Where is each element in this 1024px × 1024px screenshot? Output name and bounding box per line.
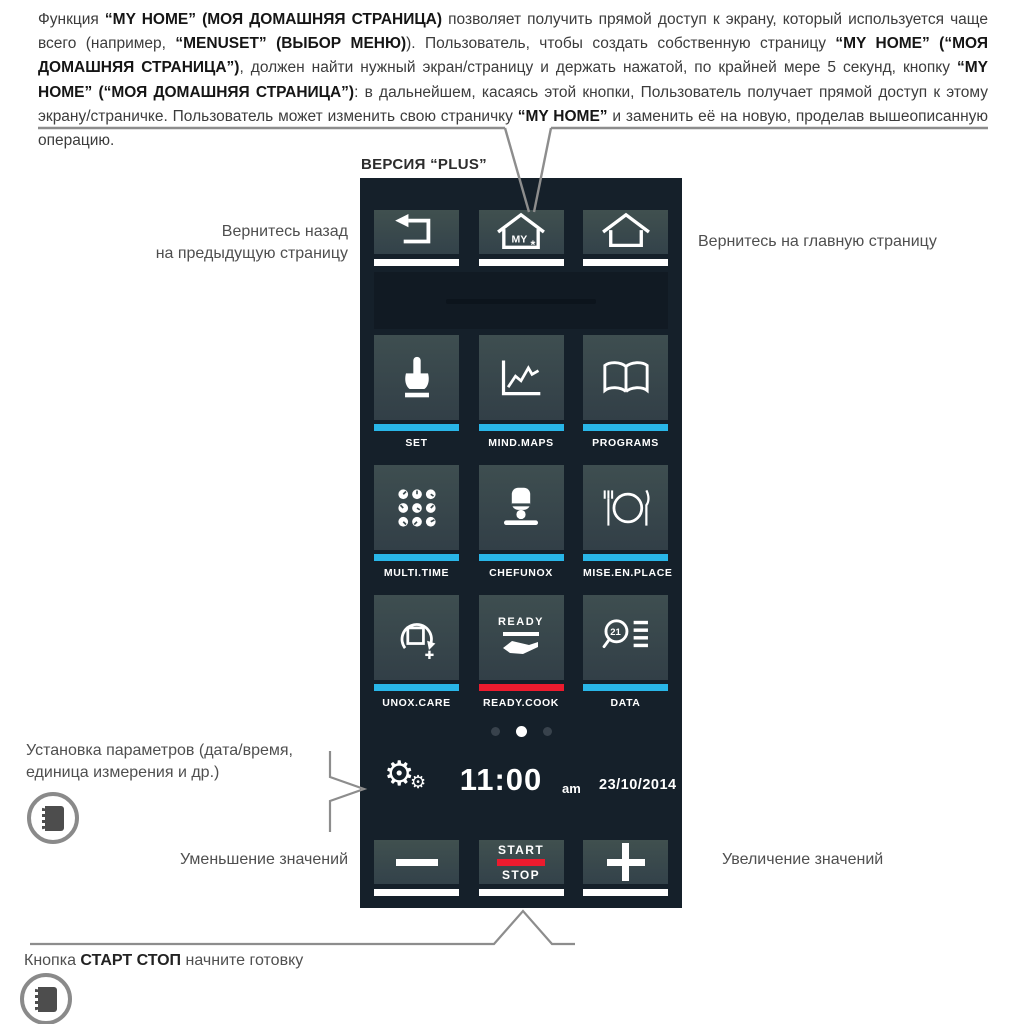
tile-ready-cook-surface[interactable]: [479, 595, 564, 680]
tile-set[interactable]: [374, 335, 459, 449]
tile-label: MISE.EN.PLACE: [583, 567, 673, 579]
start-stop-red-bar: [497, 859, 545, 866]
start-note-segment: СТАРТ СТОП: [80, 952, 182, 969]
my-star: *: [530, 238, 536, 253]
callout-increase: Увеличение значений: [722, 851, 884, 868]
button-underline: [374, 259, 459, 266]
home-button-surface[interactable]: [583, 210, 668, 254]
tile-label: MIND.MAPS: [488, 437, 554, 449]
tile-mind-maps-surface[interactable]: [479, 335, 564, 420]
intro-segment: “MY HOME”: [517, 107, 608, 125]
intro-paragraph: [38, 8, 988, 153]
grid-row: [374, 465, 673, 579]
top-nav-row: [374, 210, 668, 266]
search-digits: 21: [609, 626, 621, 638]
booklet-glyph: [35, 987, 57, 1012]
rotate-square-icon: [394, 615, 440, 661]
tile-label: CHEFUNOX: [489, 567, 553, 579]
tile-data[interactable]: [583, 595, 668, 709]
hand-press-icon: [394, 355, 440, 401]
my-home-icon: [494, 211, 548, 253]
intro-segment: “MENUSET” (ВЫБОР МЕНЮ): [175, 35, 407, 53]
tile-accent-bar: [374, 424, 459, 431]
plus-button-surface[interactable]: [583, 840, 668, 884]
tile-chefunox-surface[interactable]: [479, 465, 564, 550]
callout-back-line2: на предыдущую страницу: [155, 244, 348, 262]
back-button[interactable]: [374, 210, 459, 266]
tile-label: UNOX.CARE: [382, 697, 451, 709]
my-badge: MY: [511, 233, 528, 246]
minus-button-surface[interactable]: [374, 840, 459, 884]
tile-unox-care[interactable]: [374, 595, 459, 709]
callout-home: Вернитесь на главную страницу: [698, 233, 937, 250]
tile-label: DATA: [610, 697, 641, 709]
tile-label: READY.COOK: [482, 697, 559, 709]
home-icon: [599, 211, 653, 253]
callout-settings-line2: единица измерения и др.): [26, 763, 220, 781]
multi-clock-icon: [394, 486, 440, 530]
my-home-button-surface[interactable]: [479, 210, 564, 254]
callout-back-line1: Вернитесь назад: [221, 223, 348, 240]
intro-segment: : в дальнейшем, касаясь этой кнопки, Пользователь получает прямой доступ к этому экрану/страничке. Пользователь может изменить свою страничку: [38, 83, 989, 125]
intro-segment: , должен найти нужный экран/страницу и держать нажатой, по крайней мере 5 секунд, кнопку: [239, 59, 957, 77]
callout-decrease: Уменьшение значений: [179, 851, 348, 868]
grid-row: [374, 595, 668, 709]
plus-button[interactable]: [583, 840, 668, 896]
plus-icon: [607, 843, 645, 881]
settings-button[interactable]: [384, 754, 434, 804]
callout-back: [156, 221, 348, 264]
tile-accent-bar: [479, 424, 564, 431]
start-note-segment: Кнопка: [24, 952, 81, 969]
minus-button[interactable]: [374, 840, 459, 896]
bottom-nav-row: [374, 840, 668, 896]
callout-settings: [26, 740, 293, 783]
button-underline: [374, 889, 459, 896]
stop-label: STOP: [501, 867, 541, 882]
tile-multi-time-surface[interactable]: [374, 465, 459, 550]
tile-label: SET: [405, 437, 428, 449]
tile-ready-cook[interactable]: [479, 595, 564, 709]
tile-mise-en-place[interactable]: [583, 465, 673, 579]
tile-multi-time[interactable]: [374, 465, 459, 579]
page-dot-active[interactable]: [516, 726, 527, 737]
tile-programs-surface[interactable]: [583, 335, 668, 420]
button-underline: [479, 259, 564, 266]
start-stop-button[interactable]: [479, 840, 564, 896]
tile-accent-bar: [374, 554, 459, 561]
tile-label: PROGRAMS: [592, 437, 659, 449]
clock-date: 23/10/2014: [599, 777, 677, 793]
intro-segment: ). Пользователь, чтобы создать собственную страницу: [406, 35, 836, 53]
intro-segment: Функция: [38, 11, 105, 28]
clock-time: 11:00: [459, 762, 543, 797]
my-home-button[interactable]: [479, 210, 564, 266]
touchscreen-panel: [360, 178, 682, 908]
gear-icon: ⚙: [384, 754, 415, 794]
small-gear-icon: ⚙: [410, 772, 427, 793]
callout-settings-line1: Установка параметров (дата/время,: [26, 742, 293, 759]
booklet-glyph: [42, 806, 64, 831]
open-book-icon: [601, 358, 651, 398]
intro-segment: “MY HOME” (МОЯ ДОМАШНЯЯ СТРАНИЦА): [104, 11, 443, 28]
tile-unox-care-surface[interactable]: [374, 595, 459, 680]
start-stop-stack: [497, 844, 545, 881]
start-note-segment: начните готовку: [181, 952, 304, 969]
home-button[interactable]: [583, 210, 668, 266]
button-underline: [583, 259, 668, 266]
clock-meridiem: am: [562, 781, 581, 796]
minus-icon: [396, 859, 438, 866]
page-dot[interactable]: [543, 727, 552, 736]
tile-chefunox[interactable]: [479, 465, 564, 579]
intro-segment: и заменить её на новую, проделав вышеописанную операцию.: [38, 107, 988, 149]
callout-start-stop: [24, 950, 303, 972]
start-label: START: [497, 842, 545, 857]
grid-row: [374, 335, 668, 449]
back-arrow-icon: [394, 213, 440, 251]
chef-hat-icon: [498, 485, 544, 531]
button-underline: [479, 889, 564, 896]
page-indicator: [360, 726, 682, 737]
button-underline: [583, 889, 668, 896]
back-button-surface[interactable]: [374, 210, 459, 254]
tile-mise-en-place-surface[interactable]: [583, 465, 668, 550]
start-stop-button-surface[interactable]: [479, 840, 564, 884]
page-dot[interactable]: [491, 727, 500, 736]
ready-overlay-text: READY: [497, 615, 544, 628]
plate-cutlery-icon: [601, 486, 651, 530]
tile-accent-bar: [583, 684, 668, 691]
tile-accent-bar: [583, 424, 668, 431]
tile-set-surface[interactable]: [374, 335, 459, 420]
manual-booklet-icon: [20, 973, 72, 1024]
tile-data-surface[interactable]: [583, 595, 668, 680]
tile-accent-bar: [374, 684, 459, 691]
intro-segment: позволяет получить прямой доступ к экрану, который используется чаще всего (например,: [38, 11, 988, 53]
version-label: ВЕРСИЯ “PLUS”: [361, 156, 487, 173]
search-list-icon: [601, 617, 651, 659]
manual-booklet-icon: [27, 792, 79, 844]
tile-label: MULTI.TIME: [383, 567, 450, 579]
line-chart-icon: [498, 356, 544, 400]
tile-accent-bar: [479, 554, 564, 561]
tile-accent-bar: [583, 554, 668, 561]
faint-text-remnant: [446, 299, 596, 304]
tile-programs[interactable]: [583, 335, 668, 449]
intro-segment: “MY HOME” (“МОЯ ДОМАШНЯЯ СТРАНИЦА”): [38, 35, 988, 77]
tile-accent-bar: [479, 684, 564, 691]
screen-header-strip: [374, 272, 668, 329]
intro-segment: “MY HOME” (“МОЯ ДОМАШНЯЯ СТРАНИЦА”): [38, 59, 988, 101]
tile-mind-maps[interactable]: [479, 335, 564, 449]
ready-hand-icon: [497, 630, 545, 660]
